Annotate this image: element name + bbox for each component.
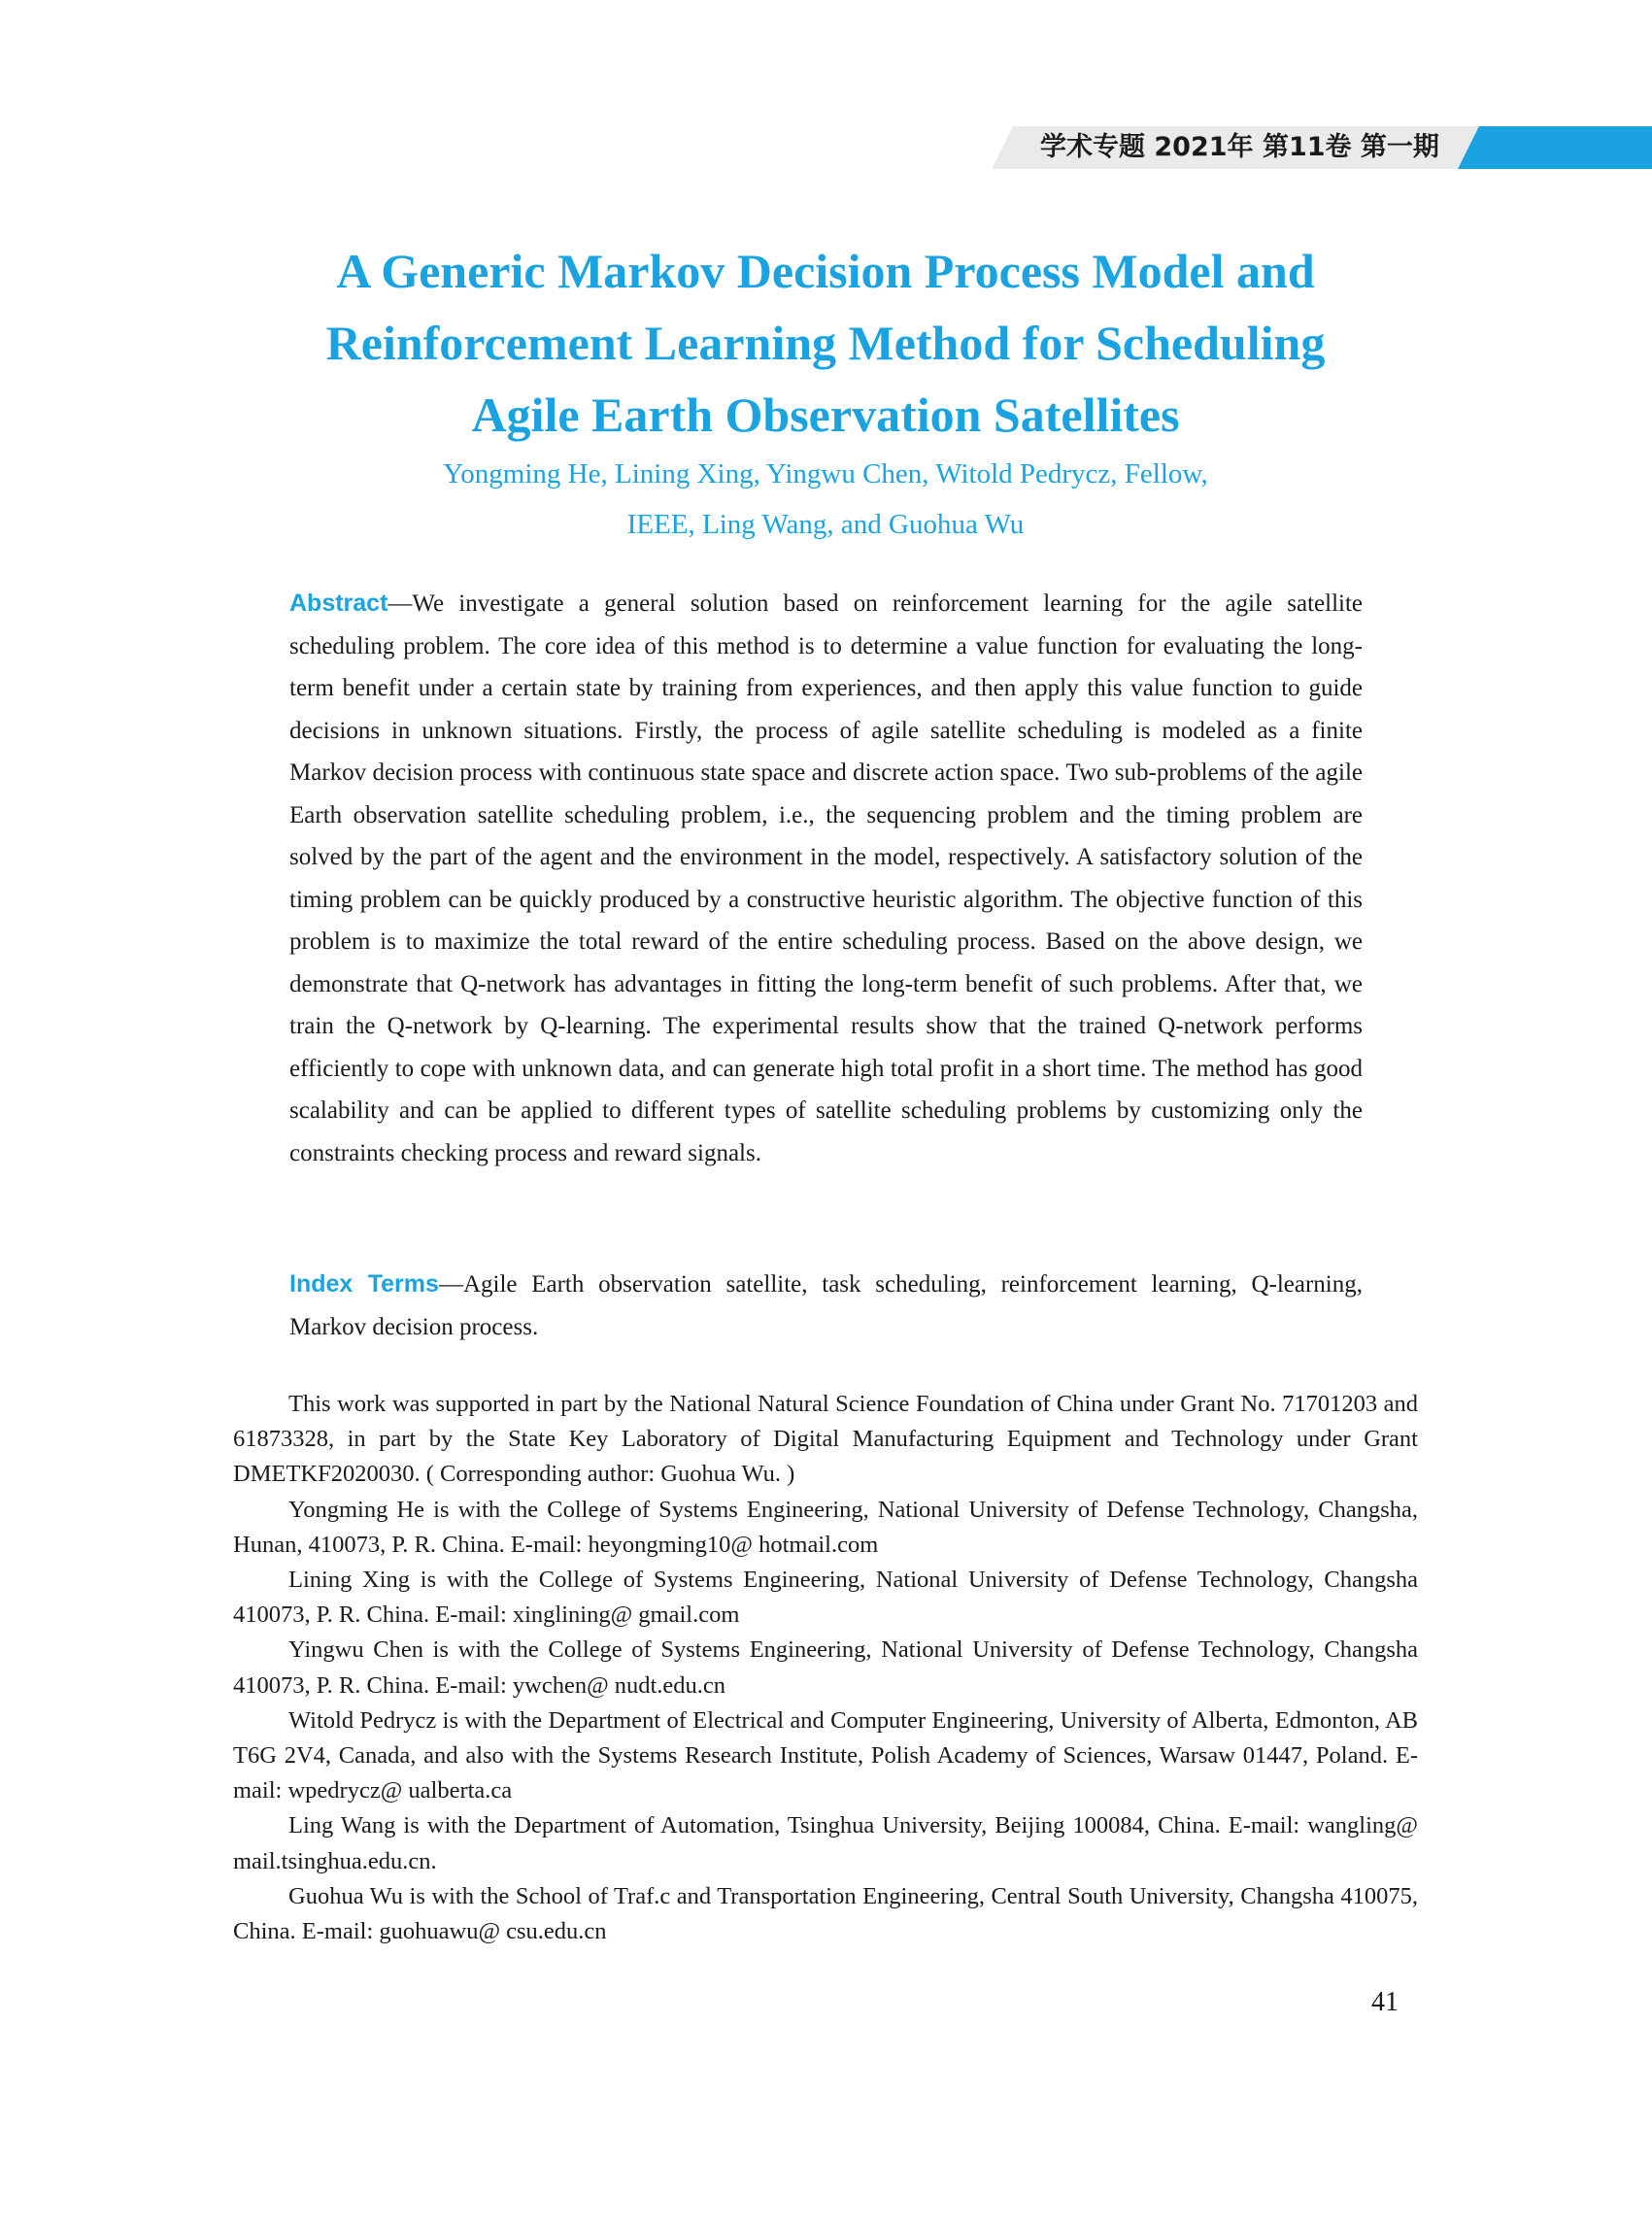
journal-issue-info: 学术专题 2021年 第11卷 第一期 [1040, 132, 1439, 162]
author-line: IEEE, Ling Wang, and Guohua Wu [626, 509, 1025, 540]
author-footnotes [233, 1387, 1418, 1949]
author-affiliation-note: Witold Pedrycz is with the Department of Electrical and Computer Engineering, University of Alberta, Edmonton, AB T6G 2V4, Canada, and also with the Systems Research Institute, Polish Academy of Sciences, Warsaw 01447, Poland. E-mail: wpedrycz@ ualberta.ca [233, 1706, 1418, 1804]
author-affiliation-note: Lining Xing is with the College of Systems Engineering, National University of Defense Technology, Changsha 410073, P. R. China. E-mail: xinglining@ gmail.com [233, 1567, 1418, 1629]
abstract [289, 583, 1363, 1174]
paper-title [155, 235, 1496, 451]
title-line: Agile Earth Observation Satellites [471, 388, 1180, 442]
abstract-label: Abstract [289, 590, 388, 617]
author-list [155, 449, 1496, 550]
author-affiliation-note: Yongming He is with the College of Systems Engineering, National University of Defense Technology, Changsha, Hunan, 410073, P. R. China. E-mail: heyongming10@ hotmail.com [233, 1496, 1418, 1558]
author-affiliation-note: Guohua Wu is with the School of Traf.c and Transportation Engineering, Central South University, Changsha 410075, China. E-mail: guohuawu@ csu.edu.cn [233, 1882, 1418, 1945]
author-line: Yongming He, Lining Xing, Yingwu Chen, Witold Pedrycz, Fellow, [443, 458, 1208, 489]
abstract-text: —We investigate a general solution based on reinforcement learning for the agile satellite scheduling problem. The core idea of this method is to determine a value function for evaluating the long-term benefit under a certain state by training from experiences, and then apply this value function to guide decisions in unknown situations. Firstly, the process of agile satellite scheduling is modeled as a finite Markov decision process with continuous state space and discrete action space. Two sub-problems of the agile Earth observation satellite scheduling problem, i.e., the sequencing problem and the timing problem are solved by the part of the agent and the environment in the model, respectively. A satisfactory solution of the timing problem can be quickly produced by a constructive heuristic algorithm. The objective function of this problem is to maximize the total reward of the entire scheduling process. Based on the above design, we demonstrate that Q-network has advantages in fitting the long-term benefit of such problems. After that, we train the Q-network by Q-learning. The experimental results show that the trained Q-network performs efficiently to cope with unknown data, and can generate high total profit in a short time. The method has good scalability and can be applied to different types of satellite scheduling problems by customizing only the constraints checking process and reward signals. [289, 590, 1363, 1166]
journal-header-band [992, 126, 1652, 169]
index-terms-text: —Agile Earth observation satellite, task scheduling, reinforcement learning, Q-learning, Markov decision process. [289, 1271, 1363, 1340]
page-number: 41 [1371, 1987, 1399, 2017]
header-blue-stripe [1458, 126, 1652, 169]
index-terms [289, 1263, 1363, 1349]
author-affiliation-note: Yingwu Chen is with the College of Systems Engineering, National University of Defense Technology, Changsha 410073, P. R. China. E-mail: ywchen@ nudt.edu.cn [233, 1636, 1418, 1699]
title-line: A Generic Markov Decision Process Model and [336, 244, 1315, 298]
author-affiliation-note: Ling Wang is with the Department of Automation, Tsinghua University, Beijing 100084, China. E-mail: wangling@ mail.tsinghua.edu.cn. [233, 1812, 1418, 1874]
funding-note: This work was supported in part by the National Natural Science Foundation of China under Grant No. 71701203 and 61873328, in part by the State Key Laboratory of Digital Manufacturing Equipment and Technology under Grant DMETKF2020030. ( Corresponding author: Guohua Wu. ) [233, 1391, 1418, 1488]
index-terms-label: Index Terms [289, 1270, 439, 1298]
title-line: Reinforcement Learning Method for Scheduling [325, 316, 1326, 370]
